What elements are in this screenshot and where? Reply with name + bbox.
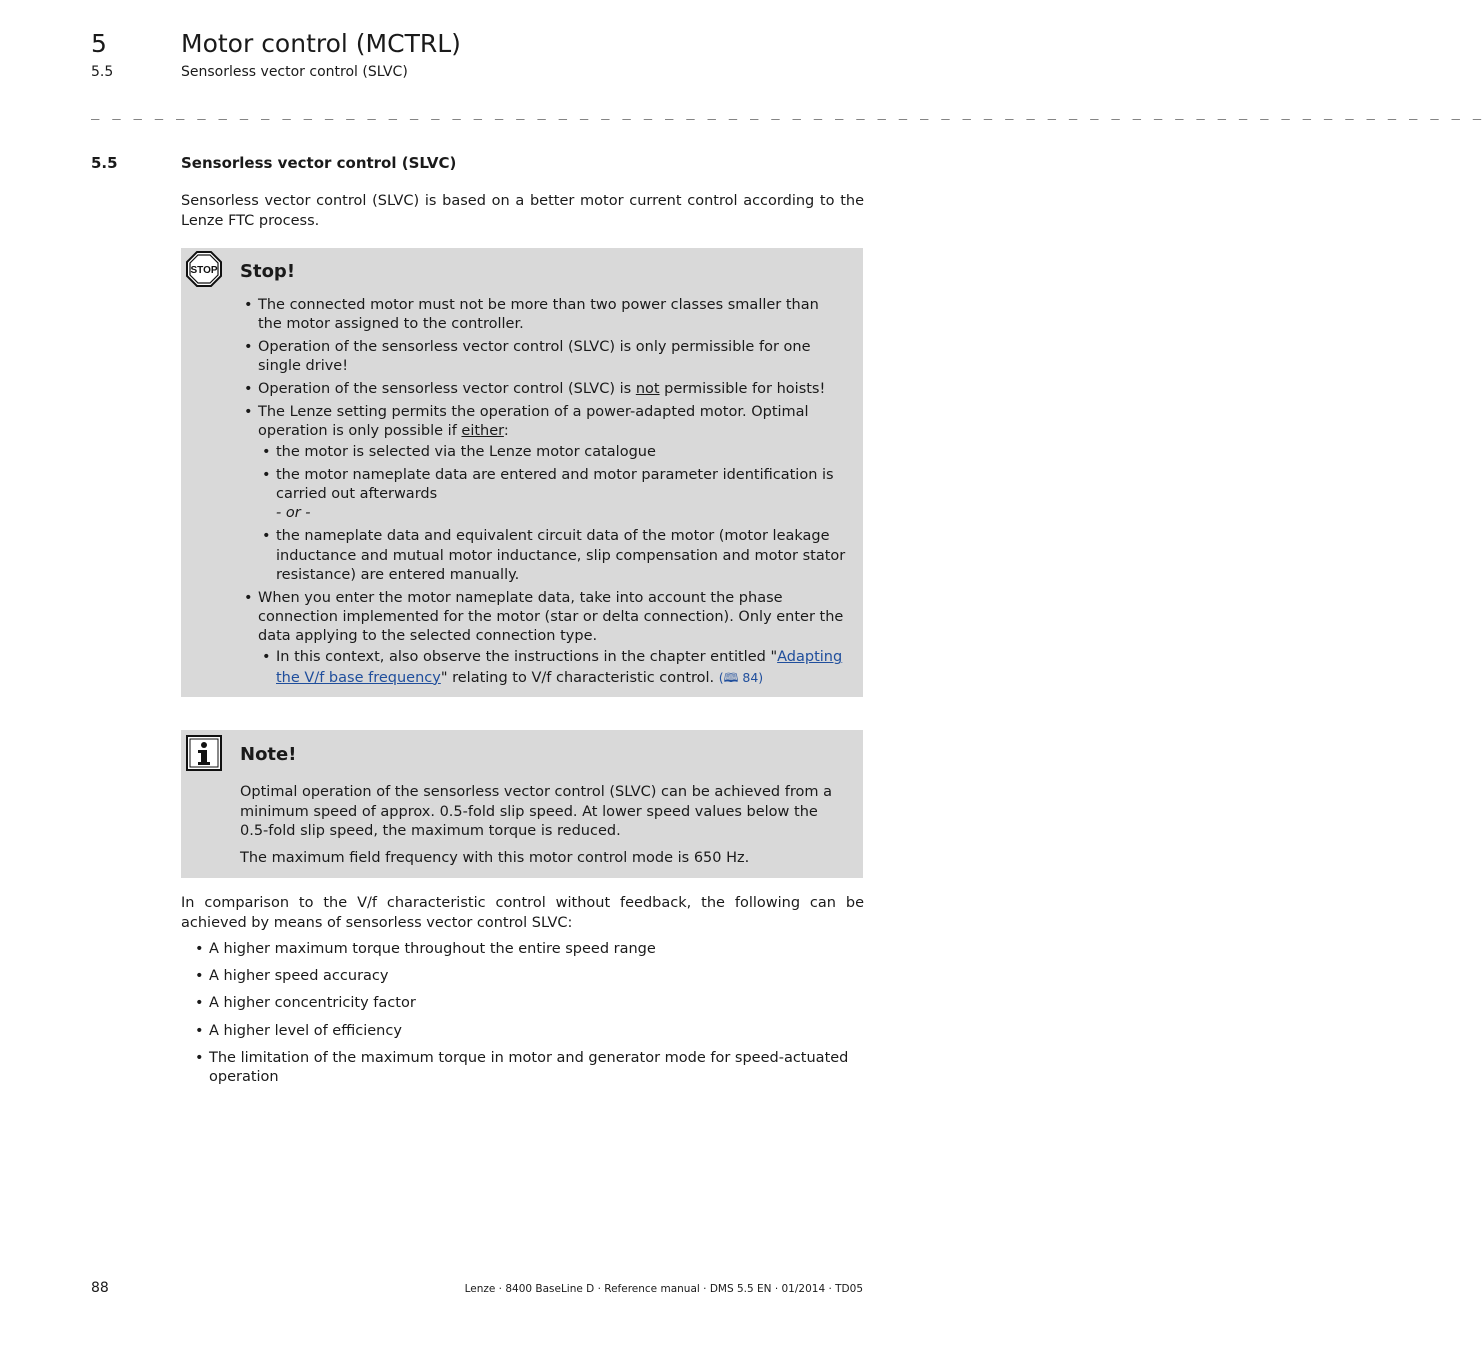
chapter-title: Motor control (MCTRL) bbox=[181, 29, 461, 58]
comparison-intro: In comparison to the V/f characteristic control without feedback, the following can be achieved by means of sensorless vector control SLVC: bbox=[181, 895, 864, 931]
header-section-number: 5.5 bbox=[91, 64, 114, 80]
list-item: • The Lenze setting permits the operation of a power-adapted motor. Optimal operation is only possible if either: • the motor is selected via the Lenze motor catalogue • the motor nameplate data are entered and motor parameter identification is carried out afterwards - or - • the nameplate data and equivalent circuit data of the motor (motor leakage inductance and mutual motor inductance, slip compensation and motor stator resistance) are entered manually. bbox=[240, 403, 846, 585]
list-item: • A higher speed accuracy bbox=[191, 967, 863, 986]
list-item: • When you enter the motor nameplate data, take into account the phase connection implemented for the motor (star or delta connection). Only enter the data applying to the selected connection type. • In this context, also observe the instructions in the chapter entitled "Adapting the V/f base frequency" relating to V/f characteristic control. (🕮 84) bbox=[240, 589, 846, 688]
list-item: • A higher level of efficiency bbox=[191, 1022, 863, 1041]
list-item: • In this context, also observe the instructions in the chapter entitled "Adapting the V/f base frequency" relating to V/f characteristic control. (🕮 84) bbox=[258, 648, 846, 687]
stop-icon bbox=[186, 251, 222, 287]
list-item: • Operation of the sensorless vector control (SLVC) is not permissible for hoists! bbox=[240, 380, 846, 399]
stop-list bbox=[240, 296, 846, 692]
header-divider: _ _ _ _ _ _ _ _ _ _ _ _ _ _ _ _ _ _ _ _ _ _ _ _ _ _ _ _ _ _ _ _ _ _ _ _ _ _ _ _ _ _ _ _ _ _ _ _ _ _ _ _ _ _ _ _ _ _ _ _ _ _ _ _ _ _ bbox=[91, 104, 1483, 120]
list-item: • The limitation of the maximum torque in motor and generator mode for speed-actuated operation bbox=[191, 1049, 863, 1087]
section-number: 5.5 bbox=[91, 154, 118, 172]
page-number: 88 bbox=[91, 1280, 109, 1296]
info-icon bbox=[186, 735, 222, 771]
page-reference-link[interactable]: (🕮 84) bbox=[718, 669, 764, 685]
note-heading: Note! bbox=[240, 744, 297, 765]
list-item: • Operation of the sensorless vector control (SLVC) is only permissible for one single drive! bbox=[240, 338, 846, 376]
sub-list bbox=[258, 441, 846, 585]
list-item: • A higher maximum torque throughout the entire speed range bbox=[191, 940, 863, 959]
note-text: Optimal operation of the sensorless vector control (SLVC) can be achieved from a minimum speed of approx. 0.5-fold slip speed. At lower speed values below the 0.5-fold slip speed, the maximum torque is reduced. bbox=[240, 784, 832, 839]
stop-heading: Stop! bbox=[240, 261, 296, 282]
comparison-list bbox=[191, 940, 863, 1095]
list-item: • the motor nameplate data are entered and motor parameter identification is carried out afterwards - or - bbox=[258, 466, 846, 524]
chapter-number: 5 bbox=[91, 29, 107, 58]
sub-list bbox=[258, 646, 846, 687]
section-heading: Sensorless vector control (SLVC) bbox=[181, 154, 457, 172]
or-separator: - or - bbox=[276, 505, 311, 522]
header-section-title: Sensorless vector control (SLVC) bbox=[181, 64, 408, 80]
section-intro: Sensorless vector control (SLVC) is based on a better motor current control according to the Lenze FTC process. bbox=[181, 193, 864, 229]
list-item: • A higher concentricity factor bbox=[191, 994, 863, 1013]
footer-doc-info: Lenze · 8400 BaseLine D · Reference manual · DMS 5.5 EN · 01/2014 · TD05 bbox=[464, 1283, 863, 1295]
adapting-vf-base-frequency-link[interactable]: Adapting the V/f base frequency bbox=[276, 649, 843, 686]
list-item: • the motor is selected via the Lenze motor catalogue bbox=[258, 443, 846, 462]
stop-icon-label: STOP bbox=[190, 265, 218, 276]
list-item: • The connected motor must not be more than two power classes smaller than the motor assigned to the controller. bbox=[240, 296, 846, 334]
list-item: • the nameplate data and equivalent circuit data of the motor (motor leakage inductance and mutual motor inductance, slip compensation and motor stator resistance) are entered manually. bbox=[258, 527, 846, 585]
note-text: The maximum field frequency with this motor control mode is 650 Hz. bbox=[240, 850, 750, 866]
